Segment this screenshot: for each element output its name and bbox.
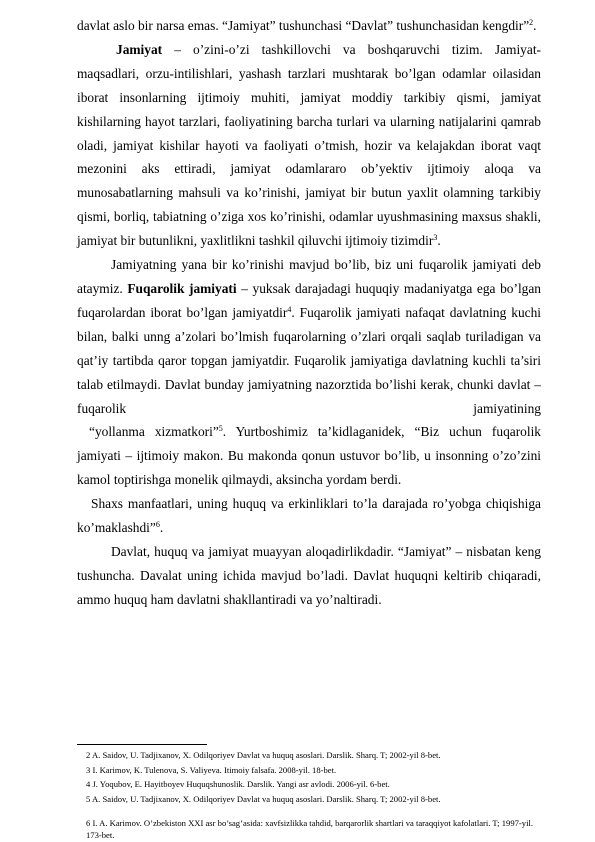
paragraph-1: davlat aslo bir narsa emas. “Jamiyat” tushunchasi “Davlat” tushunchasidan kengdir”$^2$. [77, 18, 537, 33]
footnote-6: 6 I. A. Karimov. O’zbekiston XXI asr bo’sag’asida: xavfsizlikka tahdid, barqarorlik shartlari va taraqqiyot kafolatlari. T; 1997-yil. 173-bet. [86, 818, 533, 840]
footnote-ref-4[interactable]: 4 [287, 304, 292, 314]
term-jamiyat: Jamiyat [116, 41, 163, 57]
term-fuqarolik-jamiyati: Fuqarolik jamiyati [127, 280, 237, 296]
paragraph-shaxs: Shaxs manfaatlari, uning huquq va erkinliklari to’la darajada ro’yobga chiqishiga ko’maklashdi”$^6$. [77, 496, 541, 536]
paragraph-quote: “yollanma xizmatkori”$^5$. Yurtboshimiz ta’kidlaganidek, “Biz uchun fuqarolik jamiyati – ijtimoiy makon. Bu makonda qonun ustuvor bo’lib, u insonning o’zo’zini kamol toptirishga monelik qilmaydi, aksincha yordam berdi. [77, 424, 541, 488]
footnote-ref-3[interactable]: 3 [433, 233, 438, 243]
paragraph-fuqarolik-jamiyati: Jamiyatning yana bir ko’rinishi mavjud bo’lib, biz uni fuqarolik jamiyati deb ataymiz. Fuqarolik jamiyati – yuksak darajadagi huquqiy madaniyatga ega bo’lgan fuqarolardan iborat bo’lgan jamiyatdir$^4$. Fuqarolik jamiyati nafaqat davlatning kuchi bilan, balki unng a’zolari bo’lmish fuqarolarning o’zlari orqali saqlab turiladigan va qat’iy tartibda qaror topgan jamiyatdir. Fuqarolik jamiyatiga davlatning kuchli ta’siri talab etilmaydi. Davlat bunday jamiyatning nazorztida bo’lishi kerak, chunki davlat – fuqarolik jamiyatining [77, 257, 541, 416]
footnote-4: 4 J. Yoqubov, E. Hayitboyev Huquqshunoslik. Darslik. Yangi asr avlodi. 2006-yil. 6-bet. [86, 779, 390, 789]
footnote-3: 3 I. Karimov, K. Tulenova, S. Valiyeva. Itimoiy falsafa. 2008-yil. 18-bet. [86, 764, 337, 775]
footnote-divider [77, 744, 207, 745]
footnotes [86, 748, 541, 841]
paragraph-jamiyat-definition: Jamiyat – o’zini-o’zi tashkillovchi va boshqaruvchi tizim. Jamiyat- maqsadlari, orzu-intilishlari, yashash tarzlari mushtarak bo’lgan odamlar oilasidan iborat insonlarning ijtimoiy muhiti, jamiyat moddiy tarkibiy qismi, jamiyat kishilarning hayot tarzlari, faoliyatining barcha turlari va ularning natijalarini qamrab oladi, jamiyat kishilar hayoti va faoliyati o’tmish, hozir va kelajakdan iborat vaqt mezonini aks ettiradi, jamiyat odamlararo ob’yektiv ijtimoiy aloqa va munosabatlarning mahsuli va ko’rinishi, jamiyat bir butun yaxlit olamning tarkibiy qismi, borliq, tabiatning o’ziga xos ko’rinishi, odamlar uyushmasining maxsus shakli, jamiyat bir butunlikni, yaxlitlikni tashkil qiluvchi ijtimoiy tizimdir$^3$. [77, 41, 541, 249]
paragraph-davlat-huquq: Davlat, huquq va jamiyat muayyan aloqadirlikdadir. “Jamiyat” – nisbatan keng tushuncha. Davalat uning ichida mavjud bo’ladi. Davlat huquqni keltirib chiqaradi, ammo huquq ham davlatni shakllantiradi va yo’naltiradi. [77, 543, 541, 607]
footnote-ref-5[interactable]: 5 [218, 424, 223, 434]
document-body [77, 14, 541, 612]
footnote-ref-6[interactable]: 6 [155, 520, 160, 530]
footnote-2: 2 A. Saidov, U. Tadjixanov, X. Odilqoriyev Davlat va huquq asoslari. Darslik. Sharq. T; 2002-yil 8-bet. [86, 750, 441, 760]
footnote-ref-2[interactable]: 2 [529, 18, 534, 27]
footnote-5: 5 A. Saidov, U. Tadjixanov, X. Odilqoriyev Davlat va huquq asoslari. Darslik. Sharq. T; 2002-yil 8-bet. [86, 793, 441, 804]
